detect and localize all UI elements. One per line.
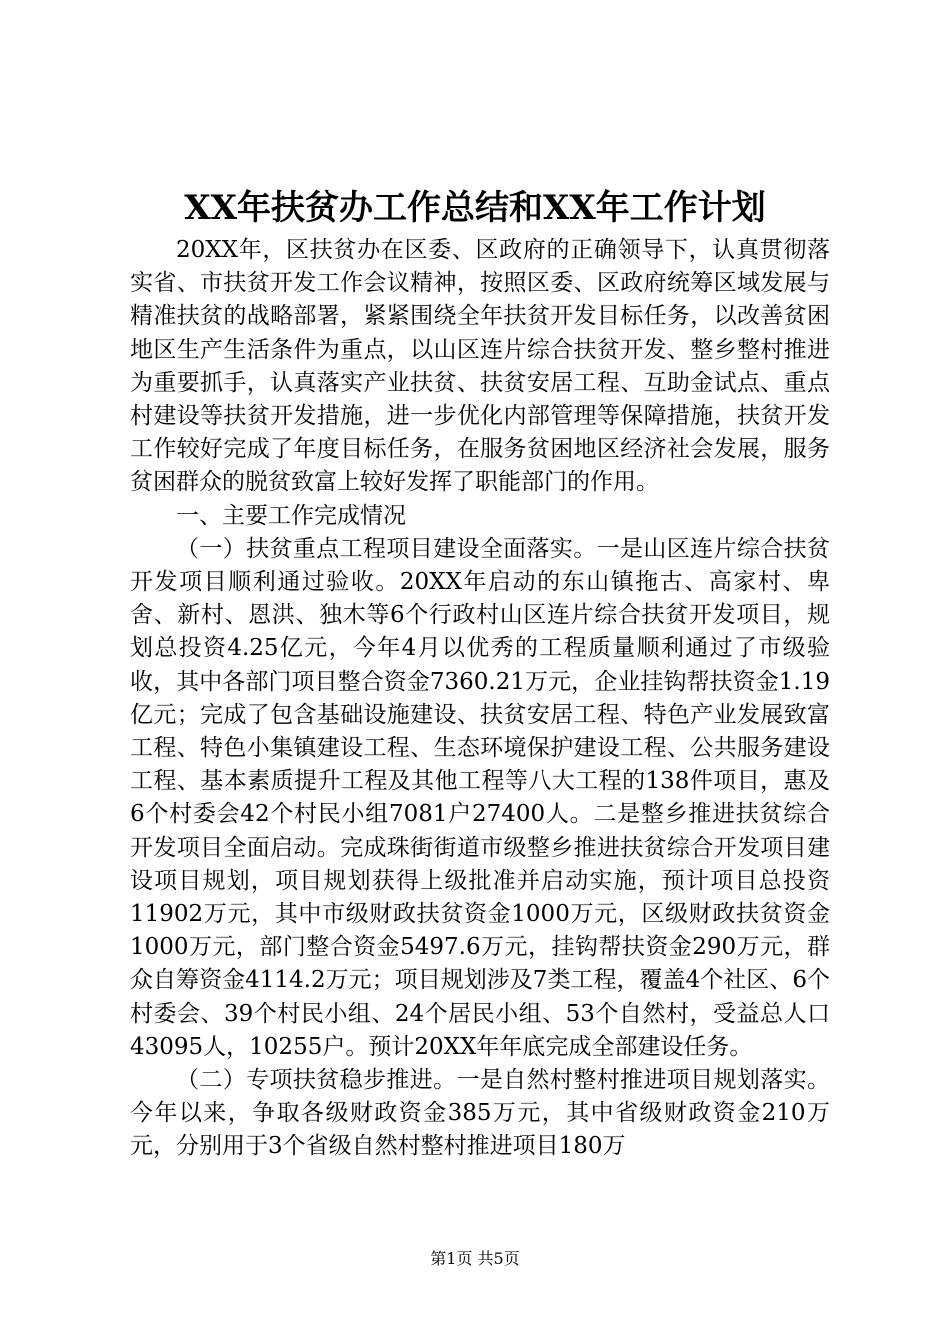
paragraph-special-poverty: （二）专项扶贫稳步推进。一是自然村整村推进项目规划落实。今年以来，争取各级财政资金385万元，其中省级财政资金210万元，分别用于3个省级自然村整村推进项目180万 [130, 1067, 830, 1160]
page-footer: 第1页 共5页 [430, 1249, 520, 1268]
document-body [130, 234, 830, 1164]
document-title: XX年扶贫办工作总结和XX年工作计划 [184, 188, 766, 228]
paragraph-intro: 20XX年，区扶贫办在区委、区政府的正确领导下，认真贯彻落实省、市扶贫开发工作会议精神，按照区委、区政府统筹区域发展与精准扶贫的战略部署，紧紧围绕全年扶贫开发目标任务，以改善贫困地区生产生活条件为重点，以山区连片综合扶贫开发、整乡整村推进为重要抓手，认真落实产业扶贫、扶贫安居工程、互助金试点、重点村建设等扶贫开发措施，进一步优化内部管理等保障措施，扶贫开发工作较好完成了年度目标任务，在服务贫困地区经济社会发展，服务贫困群众的脱贫致富上较好发挥了职能部门的作用。 [130, 237, 830, 496]
paragraph-key-projects: （一）扶贫重点工程项目建设全面落实。一是山区连片综合扶贫开发项目顺利通过验收。20XX年启动的东山镇拖古、高家村、卑舍、新村、恩洪、独木等6个行政村山区连片综合扶贫开发项目，规划总投资4.25亿元，今年4月以优秀的工程质量顺利通过了市级验收，其中各部门项目整合资金7360.21万元，企业挂钩帮扶资金1.19亿元；完成了包含基础设施建设、扶贫安居工程、特色产业发展致富工程、特色小集镇建设工程、生态环境保护建设工程、公共服务建设工程、基本素质提升工程及其他工程等八大工程的138件项目，惠及6个村委会42个村民小组7081户27400人。二是整乡推进扶贫综合开发项目全面启动。完成珠街街道市级整乡推进扶贫综合开发项目建设项目规划，项目规划获得上级批准并启动实施，预计项目总投资11902万元，其中市级财政扶贫资金1000万元，区级财政扶贫资金1000万元，部门整合资金5497.6万元，挂钩帮扶资金290万元，群众自筹资金4114.2万元；项目规划涉及7类工程，覆盖4个社区、6个村委会、39个村民小组、24个居民小组、53个自然村，受益总人口43095人，10255户。预计20XX年年底完成全部建设任务。 [130, 535, 830, 1060]
section-heading: 一、主要工作完成情况 [176, 502, 406, 529]
